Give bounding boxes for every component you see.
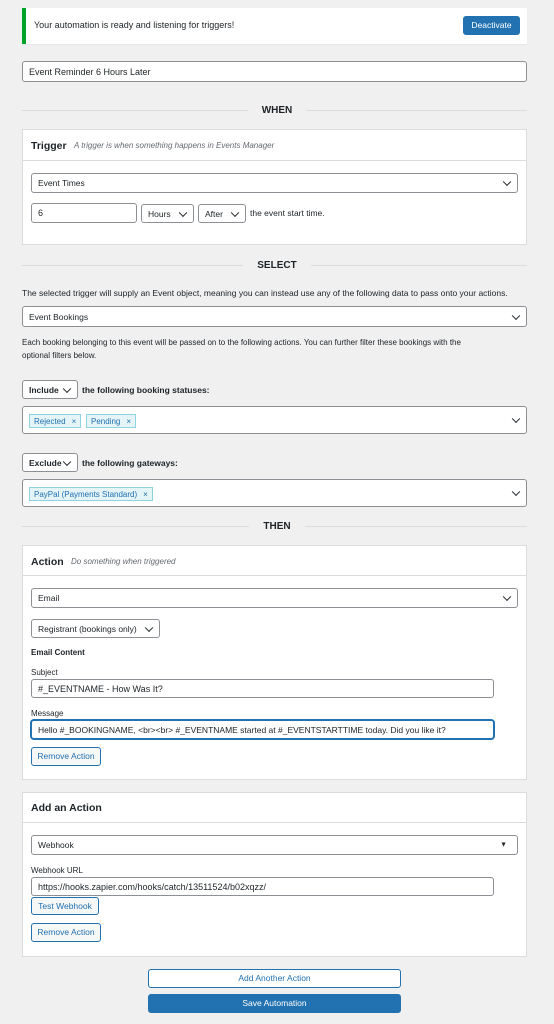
trigger-select-value: Event Times [38, 178, 85, 188]
notice-text: Your automation is ready and listening for triggers! [34, 20, 235, 30]
test-webhook-button[interactable]: Test Webhook [31, 897, 99, 915]
trigger-panel [22, 129, 527, 245]
action-panel-header [23, 546, 526, 576]
trigger-description: A trigger is when something happens in Events Manager [74, 141, 275, 150]
chevron-down-icon [63, 457, 71, 465]
status-tags-field[interactable] [22, 406, 527, 434]
time-relation-select[interactable] [198, 204, 246, 223]
when-heading: WHEN [0, 105, 554, 116]
add-action-title: Add an Action [31, 802, 102, 814]
status-filter-label: the following booking statuses: [82, 385, 210, 395]
message-label: Message [31, 709, 64, 718]
status-notice [22, 8, 527, 44]
tag-remove-icon[interactable]: × [126, 416, 132, 426]
email-content-label: Email Content [31, 648, 85, 657]
subject-input[interactable]: #_EVENTNAME - How Was It? [31, 679, 494, 698]
status-tag-rejected [29, 414, 81, 428]
gateway-mode-value: Exclude [29, 457, 62, 468]
action-panel [22, 545, 527, 780]
chevron-down-icon [179, 208, 187, 216]
remove-webhook-action-button[interactable]: Remove Action [31, 923, 101, 942]
webhook-url-label: Webhook URL [31, 866, 83, 875]
select-heading: SELECT [0, 260, 554, 271]
automation-name-input[interactable]: Event Reminder 6 Hours Later [22, 61, 527, 82]
status-mode-value: Include [29, 384, 59, 395]
select-intro-text: The selected trigger will supply an Event object, meaning you can instead use any of the following data to pass onto your actions. [22, 288, 508, 298]
time-unit-select[interactable] [141, 204, 194, 223]
chevron-down-icon [145, 623, 153, 631]
deactivate-button[interactable]: Deactivate [463, 16, 520, 35]
chevron-down-icon [503, 178, 511, 186]
trigger-panel-header [23, 130, 526, 161]
action-title: Action [31, 556, 64, 568]
subject-label: Subject [31, 668, 58, 677]
tag-label: PayPal (Payments Standard) [34, 489, 138, 499]
gateway-mode-select[interactable] [22, 453, 78, 472]
tag-remove-icon[interactable]: × [71, 416, 77, 426]
chevron-down-icon [512, 415, 520, 423]
status-mode-select[interactable] [22, 380, 78, 399]
chevron-down-icon [512, 311, 520, 319]
action-type-value: Email [38, 593, 60, 603]
trigger-suffix-text: the event start time. [250, 208, 325, 218]
add-action-type-value: Webhook [38, 840, 74, 850]
time-amount-input[interactable]: 6 [31, 203, 137, 223]
add-action-header [23, 793, 526, 823]
action-type-select[interactable] [31, 588, 518, 608]
status-tag-pending [86, 414, 136, 428]
tag-label: Pending [91, 416, 121, 426]
time-unit-value: Hours [148, 208, 171, 219]
webhook-url-input[interactable]: https://hooks.zapier.com/hooks/catch/13511524/b02xqzz/ [31, 877, 494, 896]
recipient-select[interactable] [31, 619, 160, 638]
chevron-down-icon [512, 488, 520, 496]
recipient-value: Registrant (bookings only) [38, 623, 137, 634]
gateway-tags-field[interactable] [22, 479, 527, 507]
save-automation-button[interactable]: Save Automation [148, 994, 401, 1013]
chevron-down-icon [503, 593, 511, 601]
data-select-value: Event Bookings [29, 311, 89, 322]
select-description-line1: Each booking belonging to this event will be passed on to the following actions. You can further filter these bookings with the [22, 338, 461, 347]
remove-action-button[interactable]: Remove Action [31, 747, 101, 766]
tag-label: Rejected [34, 416, 66, 426]
then-heading: THEN [0, 521, 554, 532]
select-description-line2: optional filters below. [22, 351, 97, 360]
trigger-select[interactable] [31, 173, 518, 193]
gateway-tag-paypal [29, 487, 153, 501]
chevron-down-icon [231, 208, 239, 216]
action-description: Do something when triggered [71, 557, 176, 566]
add-action-panel [22, 792, 527, 957]
tag-remove-icon[interactable]: × [143, 489, 148, 499]
add-another-action-button[interactable]: Add Another Action [148, 969, 401, 988]
data-select[interactable] [22, 306, 527, 327]
gateway-filter-label: the following gateways: [82, 458, 178, 468]
time-relation-value: After [205, 208, 223, 219]
message-input[interactable]: Hello #_BOOKINGNAME, <br><br> #_EVENTNAME started at #_EVENTSTARTTIME today. Did you like it? [31, 720, 494, 739]
caret-down-icon: ▼ [500, 841, 507, 849]
trigger-title: Trigger [31, 140, 67, 152]
chevron-down-icon [63, 384, 71, 392]
add-action-type-select[interactable] [31, 835, 518, 855]
